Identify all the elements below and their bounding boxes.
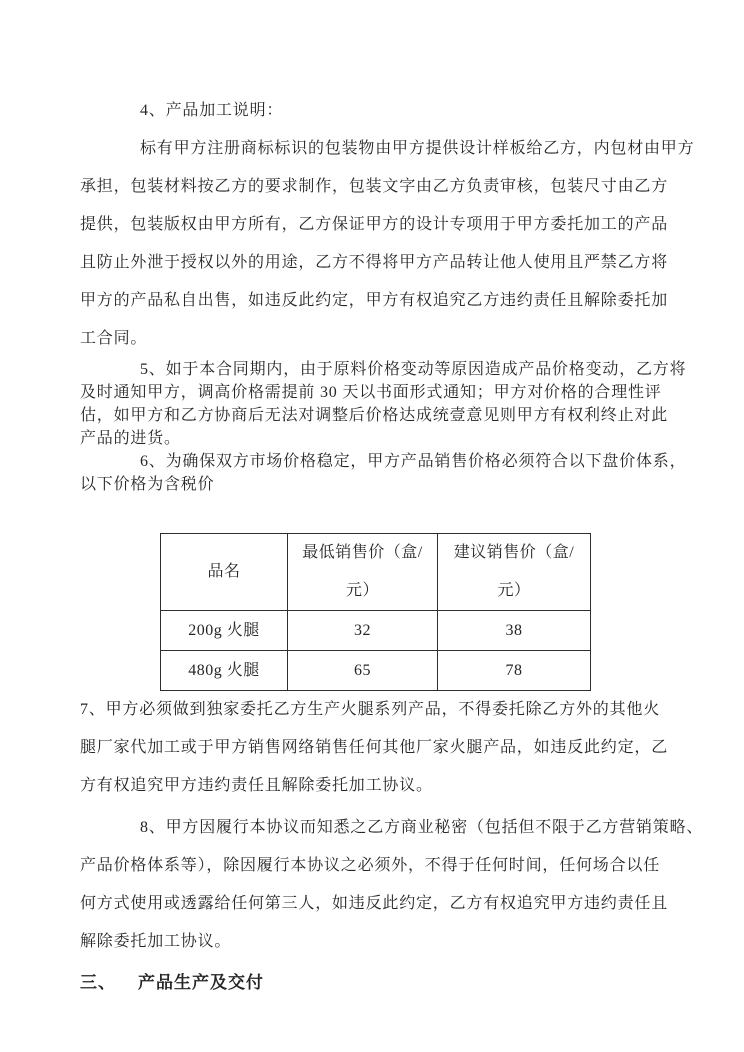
paragraph-line: 提供，包装版权由甲方所有，乙方保证甲方的设计专项用于甲方委托加工的产品 xyxy=(80,216,669,233)
price-table-row xyxy=(161,651,591,691)
product-name-cell: 200g 火腿 xyxy=(161,611,288,651)
min-price-cell: 32 xyxy=(288,611,438,651)
paragraph-line: 工合同。 xyxy=(80,330,148,347)
paragraph-line: 产品价格体系等），除因履行本协议之必须外，不得于任何时间，任何场合以任 xyxy=(80,857,661,874)
page-content xyxy=(80,92,704,999)
paragraph-line: 方有权追究甲方违约责任且解除委托加工协议。 xyxy=(80,777,433,794)
chapter-title: 产品生产及交付 xyxy=(138,973,264,992)
paragraph-line: 何方式使用或透露给任何第三人，如违反此约定，乙方有权追究甲方违约责任且 xyxy=(80,895,669,912)
price-table xyxy=(160,533,591,691)
price-table-header-name: 品名 xyxy=(161,534,288,611)
section-4-heading: 4、产品加工说明： xyxy=(140,102,284,119)
price-table-header-suggested-price: 建议销售价（盒/元） xyxy=(438,534,591,611)
section-7-exclusive-commission xyxy=(80,691,668,805)
paragraph-line: 以下价格为含税价 xyxy=(80,476,215,493)
paragraph-line: 且防止外泄于授权以外的用途，乙方不得将甲方产品转让他人使用且严禁乙方将 xyxy=(80,254,669,271)
paragraph-line: 7、甲方必须做到独家委托乙方生产火腿系列产品，不得委托除乙方外的其他火 xyxy=(80,701,661,718)
price-table-row xyxy=(161,611,591,651)
price-table-header-min-price: 最低销售价（盒/元） xyxy=(288,534,438,611)
section-8-business-secrets xyxy=(80,809,704,961)
paragraph-line: 腿厂家代加工或于甲方销售网络销售任何其他厂家火腿产品，如违反此约定，乙 xyxy=(80,739,669,756)
paragraph-line: 解除委托加工协议。 xyxy=(80,933,232,950)
paragraph-line: 5、如于本合同期内，由于原料价格变动等原因造成产品价格变动，乙方将 xyxy=(140,361,687,378)
paragraph-line: 甲方的产品私自出售，如违反此约定，甲方有权追究乙方违约责任且解除委托加 xyxy=(80,292,669,309)
paragraph-line: 标有甲方注册商标标识的包装物由甲方提供设计样板给乙方，内包材由甲方 xyxy=(140,140,695,157)
paragraph-line: 估，如甲方和乙方协商后无法对调整后价格达成统壹意见则甲方有权利终止对此 xyxy=(80,407,669,424)
price-table-header-row xyxy=(161,534,591,611)
suggested-price-cell: 38 xyxy=(438,611,591,651)
suggested-price-cell: 78 xyxy=(438,651,591,691)
section-6-market-price xyxy=(80,450,687,496)
paragraph-line: 产品的进货。 xyxy=(80,430,181,447)
chapter-heading-production-delivery xyxy=(80,967,668,999)
paragraph-line: 6、为确保双方市场价格稳定，甲方产品销售价格必须符合以下盘价体系， xyxy=(140,453,687,470)
paragraph-line: 及时通知甲方，调高价格需提前 30 天以书面形式通知；甲方对价格的合理性评 xyxy=(80,384,662,401)
product-name-cell: 480g 火腿 xyxy=(161,651,288,691)
chapter-number: 三、 xyxy=(80,973,116,992)
paragraph-line: 8、甲方因履行本协议而知悉之乙方商业秘密（包括但不限于乙方营销策略、 xyxy=(140,819,704,836)
paragraph-line: 承担，包装材料按乙方的要求制作，包装文字由乙方负责审核，包装尺寸由乙方 xyxy=(80,178,669,195)
section-5-price-change xyxy=(80,358,687,450)
section-4-product-processing xyxy=(80,92,695,358)
min-price-cell: 65 xyxy=(288,651,438,691)
